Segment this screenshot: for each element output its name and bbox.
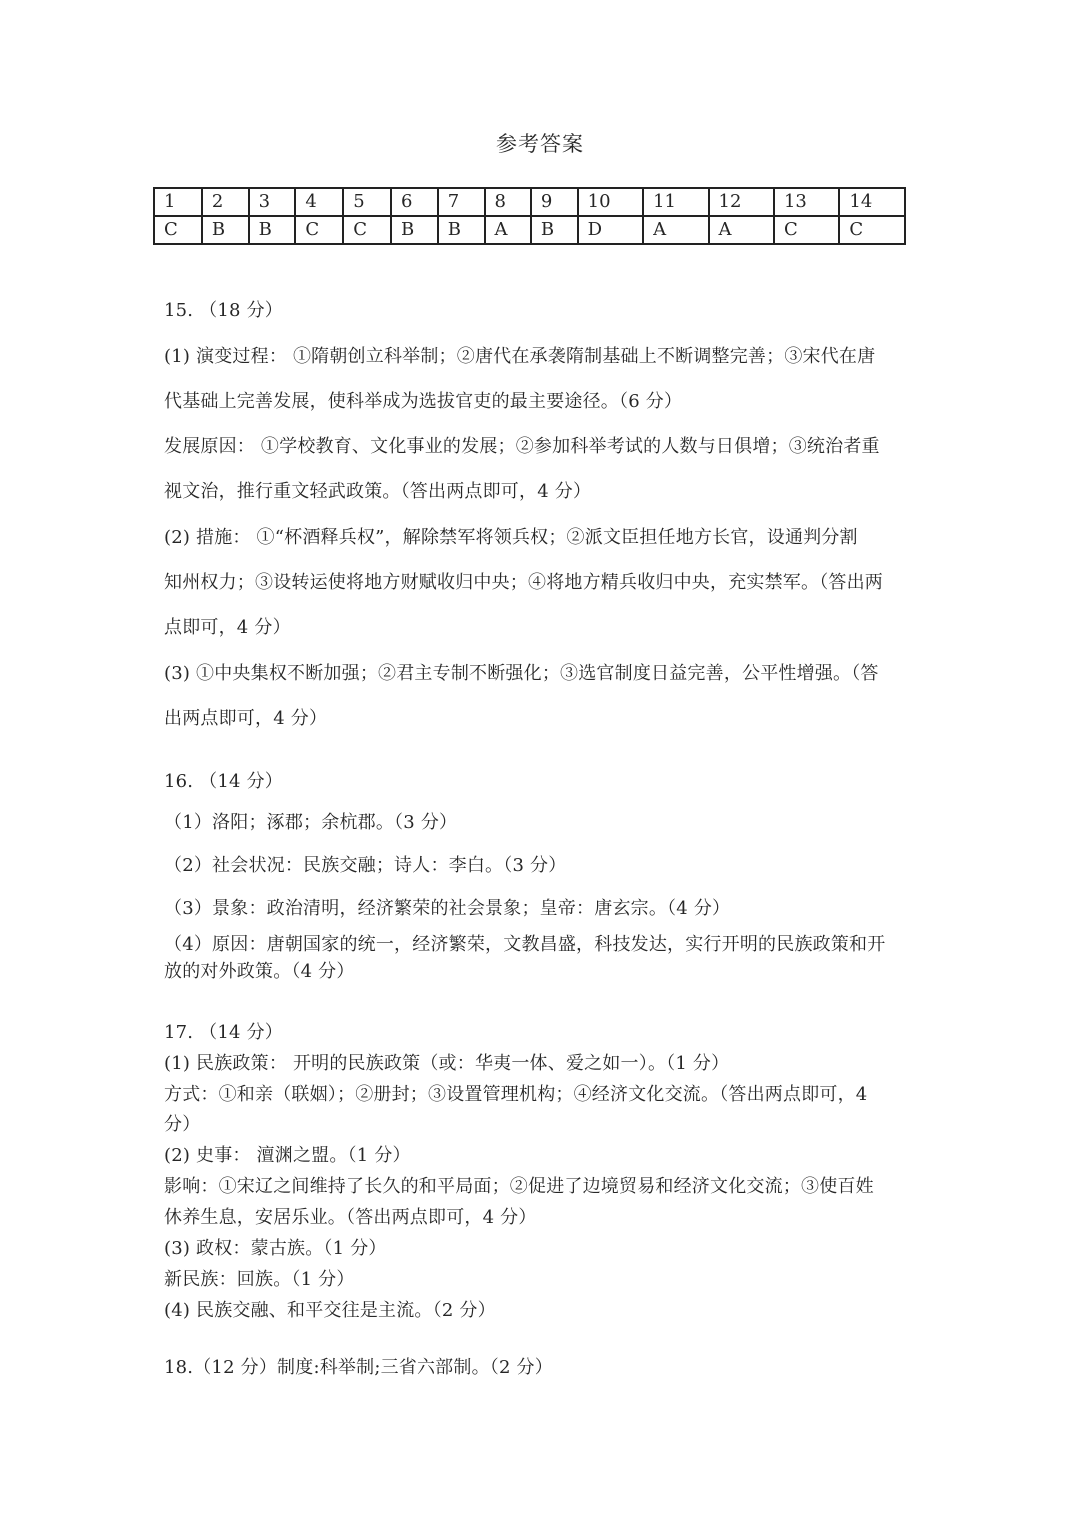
answer-letter: A bbox=[709, 216, 774, 244]
answer-line: 分） bbox=[164, 1114, 201, 1135]
question-number: 14 bbox=[839, 188, 905, 216]
answer-line: 出两点即可，4 分） bbox=[164, 708, 328, 729]
question-number: 1 bbox=[154, 188, 202, 216]
answer-letter: B bbox=[202, 216, 249, 244]
answer-letter: C bbox=[154, 216, 202, 244]
answer-letter: B bbox=[391, 216, 438, 244]
answer-line: （4）原因：唐朝国家的统一，经济繁荣，文教昌盛，科技发达，实行开明的民族政策和开 bbox=[164, 934, 886, 955]
question-number: 2 bbox=[202, 188, 249, 216]
answer-line: (4) 民族交融、和平交往是主流。（2 分） bbox=[164, 1300, 496, 1321]
page-title: 参考答案 bbox=[496, 132, 584, 156]
answer-line: （2）社会状况：民族交融；诗人：李白。（3 分） bbox=[164, 855, 567, 876]
question-15-heading: 15. （18 分） bbox=[164, 300, 283, 321]
question-number-row bbox=[154, 188, 905, 216]
answer-letter: A bbox=[643, 216, 708, 244]
answer-line: 方式：①和亲（联姻）；②册封；③设置管理机构；④经济文化交流。（答出两点即可，4 bbox=[164, 1084, 868, 1105]
answer-row bbox=[154, 216, 905, 244]
answer-line: (1) 演变过程： ①隋朝创立科举制；②唐代在承袭隋制基础上不断调整完善；③宋代在唐 bbox=[164, 346, 876, 367]
answer-line: 发展原因： ①学校教育、文化事业的发展；②参加科举考试的人数与日俱增；③统治者重 bbox=[164, 436, 880, 457]
question-number: 4 bbox=[295, 188, 343, 216]
answer-line: 点即可，4 分） bbox=[164, 617, 291, 638]
answer-letter: B bbox=[249, 216, 296, 244]
question-17-heading: 17. （14 分） bbox=[164, 1022, 283, 1043]
answer-letter: C bbox=[343, 216, 391, 244]
answer-line: (3) ①中央集权不断加强；②君主专制不断强化；③选官制度日益完善，公平性增强。（答 bbox=[164, 663, 879, 684]
answer-line: (2) 措施： ①“杯酒释兵权”，解除禁军将领兵权；②派文臣担任地方长官，设通判分割 bbox=[164, 527, 858, 548]
answer-line: 视文治，推行重文轻武政策。（答出两点即可，4 分） bbox=[164, 481, 592, 502]
answer-letter: A bbox=[485, 216, 531, 244]
answer-letter: C bbox=[774, 216, 839, 244]
answer-line: 代基础上完善发展，使科举成为选拔官吏的最主要途径。（6 分） bbox=[164, 391, 683, 412]
answer-line: (1) 民族政策： 开明的民族政策（或：华夷一体、爱之如一）。（1 分） bbox=[164, 1053, 730, 1074]
question-number: 6 bbox=[391, 188, 438, 216]
question-number: 9 bbox=[531, 188, 578, 216]
answer-line: (3) 政权：蒙古族。（1 分） bbox=[164, 1238, 387, 1259]
answer-line: 影响：①宋辽之间维持了长久的和平局面；②促进了边境贸易和经济文化交流；③使百姓 bbox=[164, 1176, 874, 1197]
question-number: 13 bbox=[774, 188, 839, 216]
question-number: 11 bbox=[643, 188, 708, 216]
answer-line: （3）景象：政治清明，经济繁荣的社会景象；皇帝：唐玄宗。（4 分） bbox=[164, 898, 731, 919]
question-number: 12 bbox=[709, 188, 774, 216]
answer-line: (2) 史事： 澶渊之盟。（1 分） bbox=[164, 1145, 411, 1166]
question-number: 10 bbox=[578, 188, 643, 216]
answer-line: 新民族：回族。（1 分） bbox=[164, 1269, 355, 1290]
question-number: 3 bbox=[249, 188, 296, 216]
answer-letter: D bbox=[578, 216, 643, 244]
answer-line: 放的对外政策。（4 分） bbox=[164, 961, 355, 982]
question-16-heading: 16. （14 分） bbox=[164, 771, 283, 792]
answer-letter: B bbox=[531, 216, 578, 244]
answer-letter: C bbox=[839, 216, 905, 244]
question-number: 5 bbox=[343, 188, 391, 216]
question-number: 8 bbox=[485, 188, 531, 216]
answer-line: 休养生息，安居乐业。（答出两点即可，4 分） bbox=[164, 1207, 537, 1228]
question-number: 7 bbox=[438, 188, 485, 216]
question-18-heading: 18.（12 分）制度:科举制;三省六部制。（2 分） bbox=[164, 1357, 553, 1378]
answer-letter: C bbox=[295, 216, 343, 244]
answer-line: 知州权力；③设转运使将地方财赋收归中央；④将地方精兵收归中央，充实禁军。（答出两 bbox=[164, 572, 883, 593]
answer-letter: B bbox=[438, 216, 485, 244]
answer-key-table bbox=[153, 187, 906, 245]
answer-line: （1）洛阳；涿郡；余杭郡。（3 分） bbox=[164, 812, 458, 833]
